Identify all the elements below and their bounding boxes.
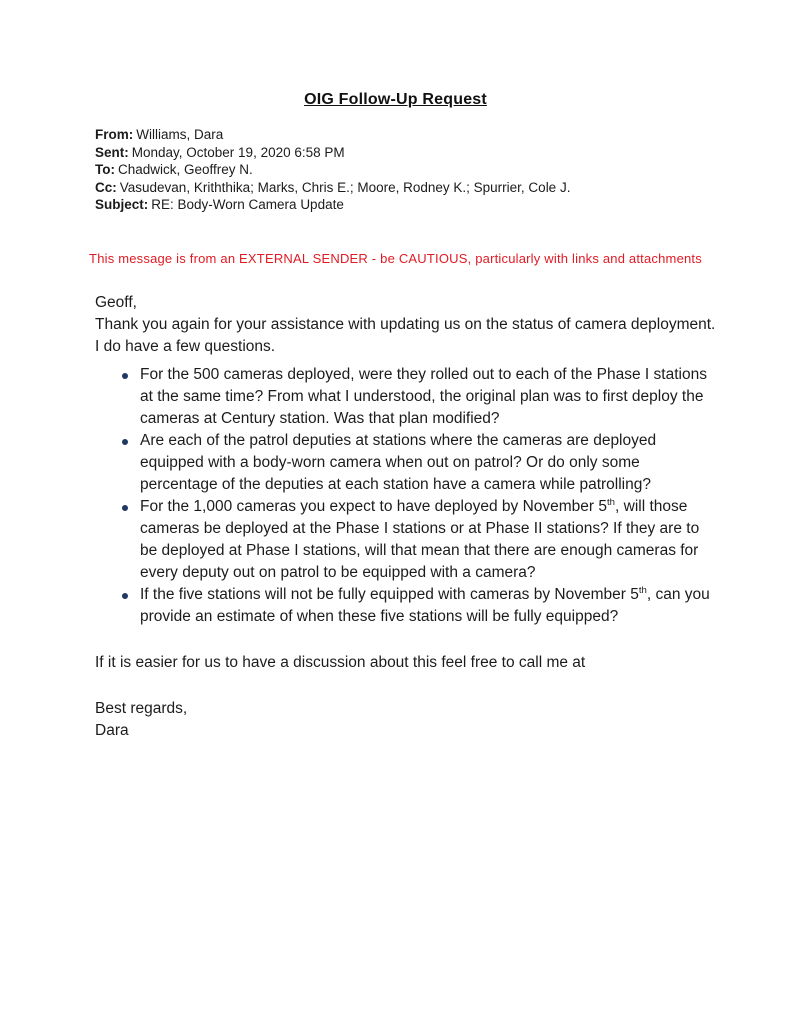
header-to-value: Chadwick, Geoffrey N. [118, 162, 253, 177]
bullet-item [95, 364, 717, 430]
signature: Dara [95, 722, 129, 739]
header-sent [95, 144, 715, 162]
bullet-text: Are each of the patrol deputies at stations where the cameras are deployed equipped with a body-worn camera when out on patrol? Or do only some percentage of the deputies at each station have a camera while patrolling? [140, 432, 657, 493]
header-from [95, 126, 715, 144]
bullet-item [95, 496, 717, 584]
header-sent-value: Monday, October 19, 2020 6:58 PM [131, 144, 345, 160]
header-cc-label: Cc: [95, 179, 117, 195]
header-subject-label: Subject: [95, 197, 149, 212]
header-cc-value: Vasudevan, Kriththika; Marks, Chris E.; Moore, Rodney K.; Spurrier, Cole J. [119, 179, 571, 195]
header-from-label: From: [95, 127, 134, 142]
closing-line: If it is easier for us to have a discussion about this feel free to call me at [95, 654, 586, 671]
header-subject [95, 196, 715, 214]
document-title: OIG Follow-Up Request [304, 91, 487, 108]
bullet-item [95, 584, 717, 628]
header-to-label: To: [95, 162, 115, 177]
bullet-item [95, 430, 717, 496]
header-from-value: Williams, Dara [136, 127, 224, 142]
header-subject-value: RE: Body-Worn Camera Update [151, 197, 344, 212]
bullet-list [95, 364, 717, 628]
bullet-text: For the 1,000 cameras you expect to have deployed by November 5th, will those cameras be deployed at the Phase I stations or at Phase II stations? If they are to be deployed at Phase I stations, will that mean that there are enough cameras for every deputy out on patrol to be equipped with a camera? [140, 496, 700, 581]
intro-paragraph: Thank you again for your assistance with updating us on the status of camera deployment. I do have a few questions. [95, 316, 716, 355]
external-sender-warning: This message is from an EXTERNAL SENDER - be CAUTIOUS, particularly with links and attachments [89, 251, 702, 266]
salutation: Geoff, [95, 294, 137, 311]
email-body [95, 292, 717, 742]
header-cc [95, 179, 715, 197]
header-sent-label: Sent: [95, 144, 129, 160]
header-to [95, 161, 715, 179]
signoff: Best regards, [95, 700, 188, 717]
email-headers [95, 126, 715, 214]
bullet-text: If the five stations will not be fully equipped with cameras by November 5th, can you provide an estimate of when these five stations will be fully equipped? [140, 584, 710, 625]
bullet-dot-icon [122, 505, 128, 511]
bullet-dot-icon [122, 439, 128, 445]
bullet-text: For the 500 cameras deployed, were they rolled out to each of the Phase I stations at the same time? From what I understood, the original plan was to first deploy the cameras at Century station. Was that plan modified? [140, 366, 707, 427]
bullet-dot-icon [122, 593, 128, 599]
bullet-dot-icon [122, 373, 128, 379]
